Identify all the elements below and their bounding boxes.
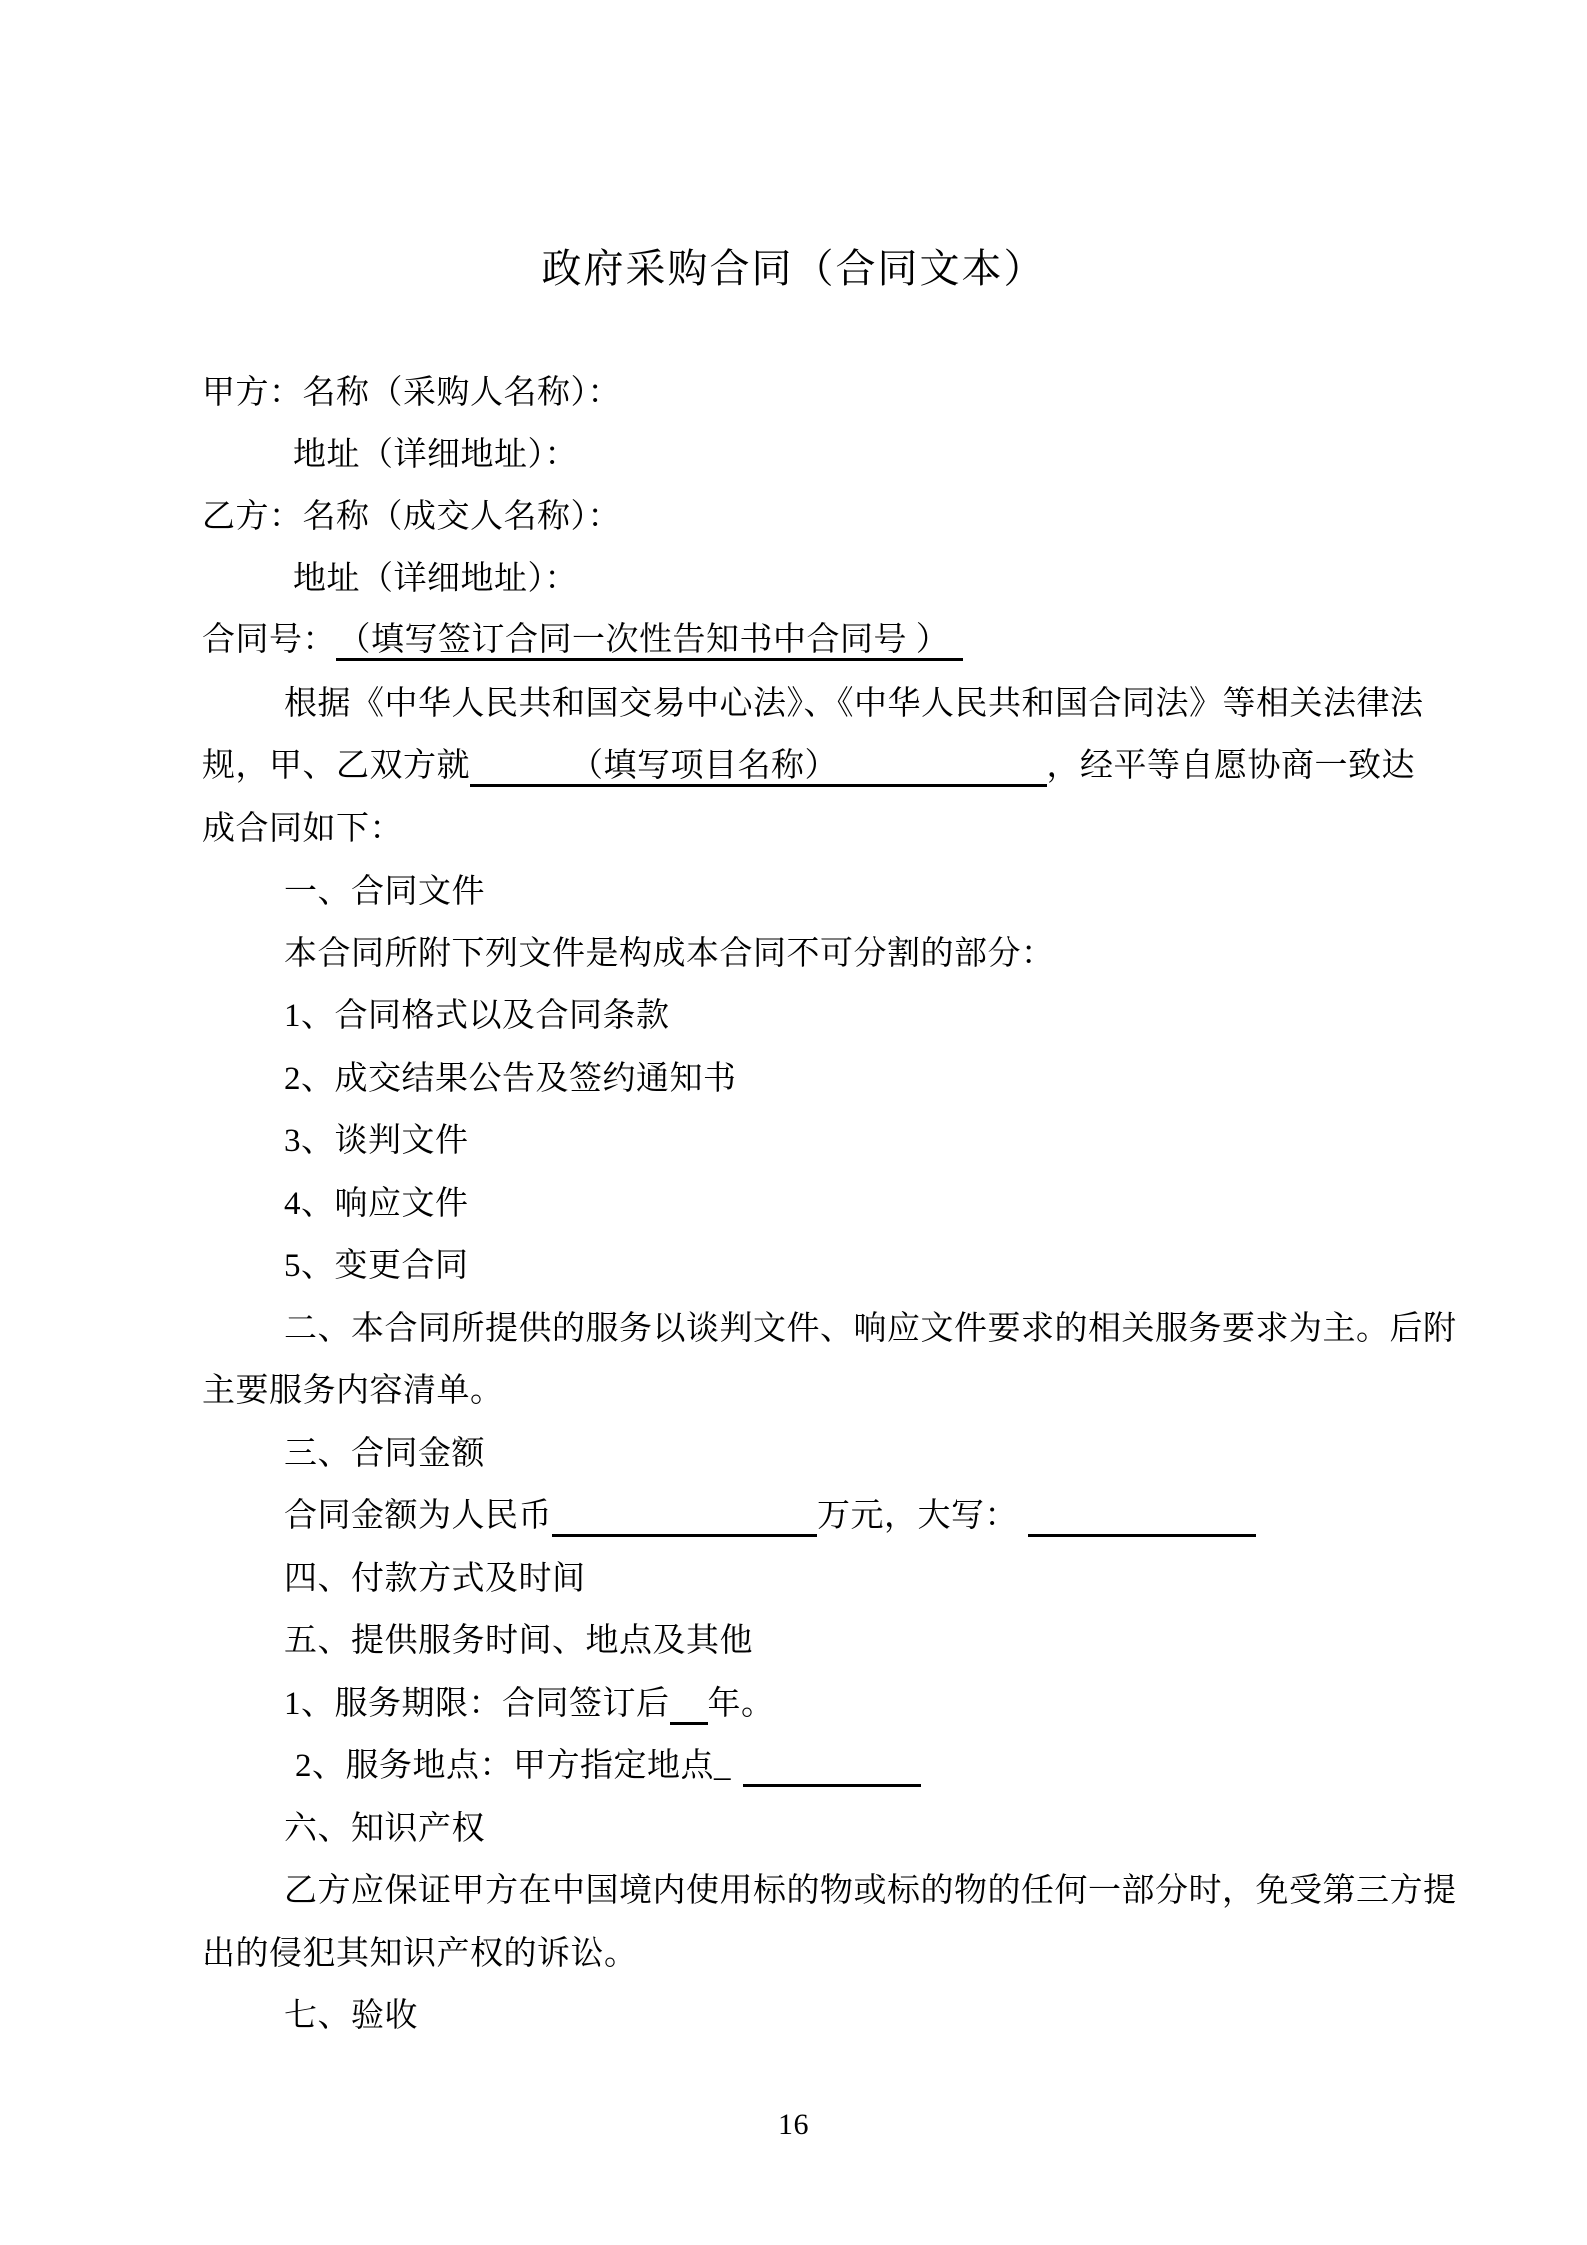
service-term-suffix: 年。: [707, 1686, 775, 1722]
section-3-heading: [284, 1434, 485, 1475]
section-3-heading-text: 三、合同金额: [284, 1436, 485, 1472]
contract-no-line: [202, 620, 963, 661]
section-4-heading-text: 四、付款方式及时间: [284, 1561, 586, 1597]
amount-prefix: 合同金额为人民币: [284, 1498, 552, 1534]
section-1-item-1-text: 1、合同格式以及合同条款: [284, 998, 670, 1034]
contract-no-fill-blank: （填写签订合同一次性告知书中合同号 ）: [336, 622, 963, 661]
section-1-item-2-text: 2、成交结果公告及签约通知书: [284, 1061, 737, 1097]
section-5-item-2: [295, 1746, 921, 1787]
section-2-line-2-text: 主要服务内容清单。: [202, 1373, 504, 1409]
section-7-heading: [284, 1996, 418, 2037]
preamble-line-3: [202, 809, 403, 850]
preamble-line-2-prefix: 规，甲、乙双方就: [202, 748, 470, 784]
project-name-fill-blank: （填写项目名称）: [470, 748, 1047, 787]
party-a-name-label: 甲方：名称（采购人名称）：: [202, 375, 621, 411]
party-a-address-label: 地址（详细地址）：: [293, 437, 578, 473]
document-title-text: 政府采购合同（合同文本）: [541, 246, 1046, 291]
section-1-item-2: [284, 1059, 737, 1100]
section-2-line-1: [284, 1309, 1457, 1350]
section-3-amount-line: [284, 1496, 1256, 1537]
contract-no-label: 合同号：: [202, 622, 336, 658]
service-term-prefix: 1、服务期限：合同签订后: [284, 1686, 670, 1722]
service-location-text: 2、服务地点：甲方指定地点_: [295, 1748, 731, 1784]
amount-caps-fill-blank: [1028, 1498, 1256, 1537]
section-1-item-4-text: 4、响应文件: [284, 1186, 469, 1222]
party-a-address-line: [293, 435, 578, 476]
section-6-heading: [284, 1809, 485, 1850]
party-a-name-line: [202, 373, 621, 414]
amount-mid: 万元，大写：: [817, 1498, 1018, 1534]
section-5-item-1: [284, 1684, 775, 1725]
section-4-heading: [284, 1559, 586, 1600]
section-1-item-3-text: 3、谈判文件: [284, 1123, 469, 1159]
party-b-address-label: 地址（详细地址）：: [293, 561, 578, 597]
section-2-line-2: [202, 1371, 504, 1412]
section-6-line-2: [202, 1934, 638, 1975]
preamble-line-2: [202, 746, 1415, 787]
section-1-item-5: [284, 1246, 469, 1287]
section-5-heading: [284, 1621, 753, 1662]
section-7-heading-text: 七、验收: [284, 1998, 418, 2034]
section-6-line-1: [284, 1871, 1457, 1912]
section-6-heading-text: 六、知识产权: [284, 1811, 485, 1847]
section-5-heading-text: 五、提供服务时间、地点及其他: [284, 1623, 753, 1659]
preamble-line-2-suffix: ，经平等自愿协商一致达: [1046, 748, 1415, 784]
service-term-fill-blank: [670, 1686, 708, 1725]
party-b-name-line: [202, 497, 621, 538]
amount-fill-blank: [552, 1498, 817, 1537]
section-6-line-2-text: 出的侵犯其知识产权的诉讼。: [202, 1936, 638, 1972]
preamble-line-1-text: 根据《中华人民共和国交易中心法》、《中华人民共和国合同法》等相关法律法: [284, 686, 1424, 722]
section-2-line-1-text: 二、本合同所提供的服务以谈判文件、响应文件要求的相关服务要求为主。后附: [284, 1311, 1457, 1347]
service-location-fill-blank: [743, 1748, 921, 1787]
section-1-intro: [284, 934, 1055, 975]
party-b-name-label: 乙方：名称（成交人名称）：: [202, 499, 621, 535]
section-1-heading: [284, 872, 485, 913]
page-number-text: 16: [778, 2108, 809, 2141]
section-1-item-4: [284, 1184, 469, 1225]
section-1-item-3: [284, 1121, 469, 1162]
section-1-intro-text: 本合同所附下列文件是构成本合同不可分割的部分：: [284, 936, 1055, 972]
page-number: [0, 2106, 1587, 2144]
section-1-heading-text: 一、合同文件: [284, 874, 485, 910]
preamble-line-3-text: 成合同如下：: [202, 811, 403, 847]
party-b-address-line: [293, 559, 578, 600]
section-1-item-1: [284, 996, 670, 1037]
preamble-line-1: [284, 684, 1424, 725]
section-1-item-5-text: 5、变更合同: [284, 1248, 469, 1284]
document-title: [0, 244, 1587, 294]
section-6-line-1-text: 乙方应保证甲方在中国境内使用标的物或标的物的任何一部分时，免受第三方提: [284, 1873, 1457, 1909]
